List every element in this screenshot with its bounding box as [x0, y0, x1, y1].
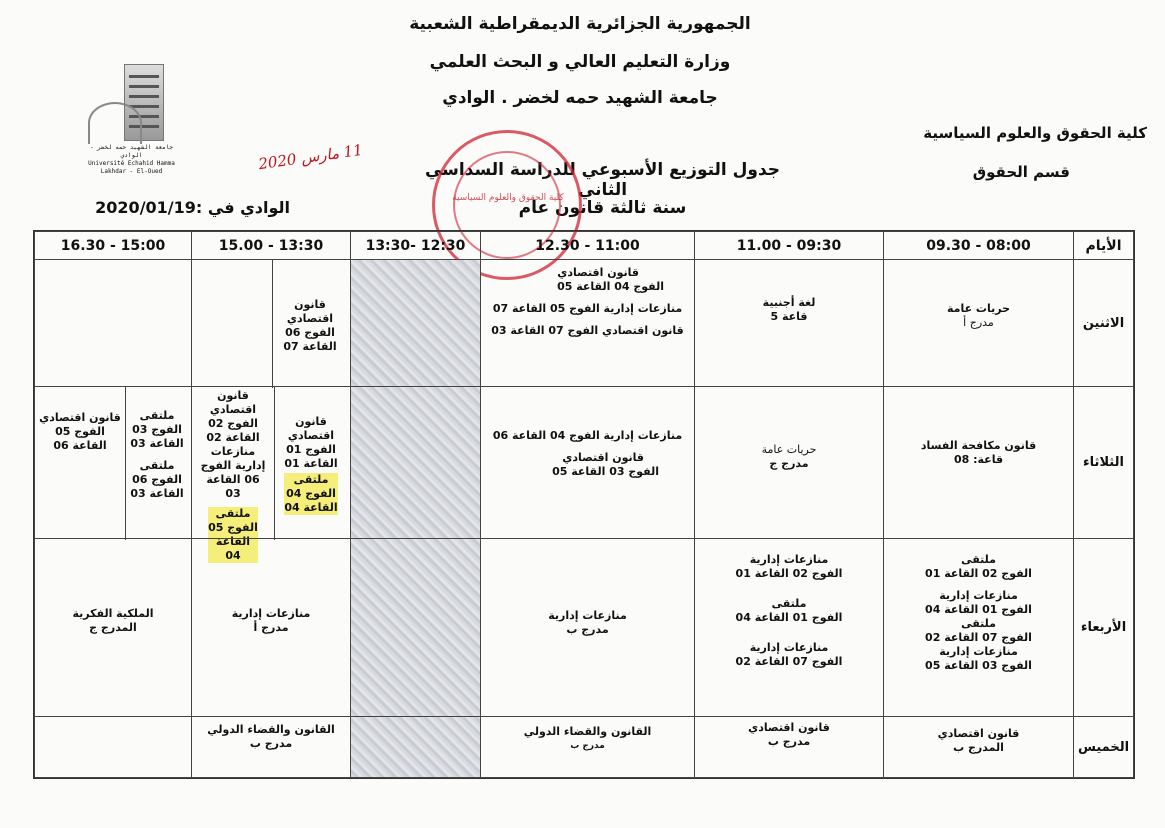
- faculty-label: كلية الحقوق والعلوم السياسية: [923, 124, 1147, 142]
- break-column-monday: [350, 259, 481, 387]
- slot-header-5: 13:30 - 15.00: [191, 231, 351, 260]
- break-column-tuesday: [350, 386, 481, 539]
- thursday-slot-3: القانون والقضاء الدولي مدرج ب: [480, 716, 695, 778]
- day-wednesday: الأربعاء: [1073, 538, 1134, 717]
- tuesday-slot-5-a: قانون اقتصادي الفوج 05 القاعة 06: [39, 411, 121, 452]
- thursday-slot-4: القانون والقضاء الدولي مدرج ب: [191, 716, 351, 778]
- monday-slot-4-b: قانون اقتصادي الفوج 06 القاعة 07: [283, 298, 337, 353]
- tuesday-slot-4: [191, 386, 351, 562]
- day-tuesday: الثلاثاء: [1073, 386, 1134, 539]
- tuesday-slot-4-a: قانون اقتصادي الفوج 02 القاعة 02 منازعات إدارية الفوج 06 القاعة 03 ملتقى الفوج 05 القاعة 04: [200, 389, 266, 562]
- wednesday-slot-5: الملكية الفكرية المدرج ج: [34, 538, 192, 717]
- weekly-schedule-table: [33, 230, 1135, 779]
- monday-slot-3: قانون اقتصادي الفوج 04 القاعة 05 منازعات إدارية الفوج 05 القاعة 07 قانون اقتصادي الفوج 07 القاعة 03: [480, 259, 695, 387]
- day-monday: الاثنين: [1073, 259, 1134, 387]
- tuesday-slot-2: حريات عامة مدرج ج: [694, 386, 884, 539]
- slot-header-6: 15:00 - 16.30: [34, 231, 192, 260]
- break-column-thursday: [350, 716, 481, 778]
- slot-header-4: 12:30 -13:30: [350, 231, 481, 260]
- handwritten-date: 11 مارس 2020: [257, 140, 364, 174]
- thursday-slot-2: قانون اقتصادي مدرج ب: [694, 716, 884, 778]
- monday-slot-4: [191, 259, 351, 387]
- university-title: جامعة الشهيد حمه لخضر . الوادي: [442, 88, 718, 108]
- tuesday-slot-1: قانون مكافحة الفساد قاعة: 08: [883, 386, 1074, 539]
- department-label: قسم الحقوق: [972, 163, 1070, 181]
- republic-title: الجمهورية الجزائرية الديمقراطية الشعبية: [409, 14, 751, 34]
- day-thursday: الخميس: [1073, 716, 1134, 778]
- wednesday-slot-1: ملتقى الفوج 02 القاعة 01 منازعات إدارية الفوج 01 القاعة 04 ملتقى الفوج 07 القاعة 02 منازعات إدارية الفوج 03 القاعة 05: [883, 538, 1074, 717]
- thursday-slot-1: قانون اقتصادي المدرج ب: [883, 716, 1074, 778]
- wednesday-slot-2: منازعات إدارية الفوج 02 القاعة 01 ملتقى الفوج 01 القاعة 04 منازعات إدارية الفوج 07 القاعة 02: [694, 538, 884, 717]
- monday-slot-5: [34, 259, 192, 387]
- slot-header-3: 11:00 - 12.30: [480, 231, 695, 260]
- tuesday-slot-5: [34, 386, 192, 539]
- thursday-slot-5: [34, 716, 192, 778]
- university-logo: [84, 62, 179, 175]
- slot-header-1: 08:00 - 09.30: [883, 231, 1074, 260]
- tuesday-slot-5-b: ملتقى الفوج 03 القاعة 03 ملتقى الفوج 06 القاعة 03: [130, 409, 184, 500]
- day-column-header: الأيام: [1073, 231, 1134, 260]
- stamp-text: كلية الحقوق والعلوم السياسية: [452, 193, 564, 203]
- schedule-title: جدول التوزيع الأسبوعي للدراسة السداسي الثاني: [424, 160, 781, 200]
- date-line: الوادي في :2020/01/19: [95, 198, 290, 217]
- monday-slot-1: حريات عامة مدرج أ: [883, 259, 1074, 387]
- wednesday-slot-3: منازعات إدارية مدرج ب: [480, 538, 695, 717]
- slot-header-2: 09:30 - 11.00: [694, 231, 884, 260]
- wednesday-slot-4: منازعات إدارية مدرج أ: [191, 538, 351, 717]
- logo-caption: جامعة الشهيد حمه لخضر - الوادي Université Echahid Hamma Lakhdar - El-Oued: [88, 144, 175, 175]
- tuesday-slot-4-b: قانون اقتصادي الفوج 01 القاعة 01 ملتقى الفوج 04 القاعة 04: [284, 415, 338, 514]
- book-icon: [88, 102, 142, 144]
- break-column-wednesday: [350, 538, 481, 717]
- tuesday-slot-3: منازعات إدارية الفوج 04 القاعة 06 قانون اقتصادي الفوج 03 القاعة 05: [480, 386, 695, 539]
- monday-slot-2: لغة أجنبية قاعة 5: [694, 259, 884, 387]
- schedule-subtitle: سنة ثالثة قانون عام: [518, 198, 687, 218]
- ministry-title: وزارة التعليم العالي و البحث العلمي: [429, 52, 731, 72]
